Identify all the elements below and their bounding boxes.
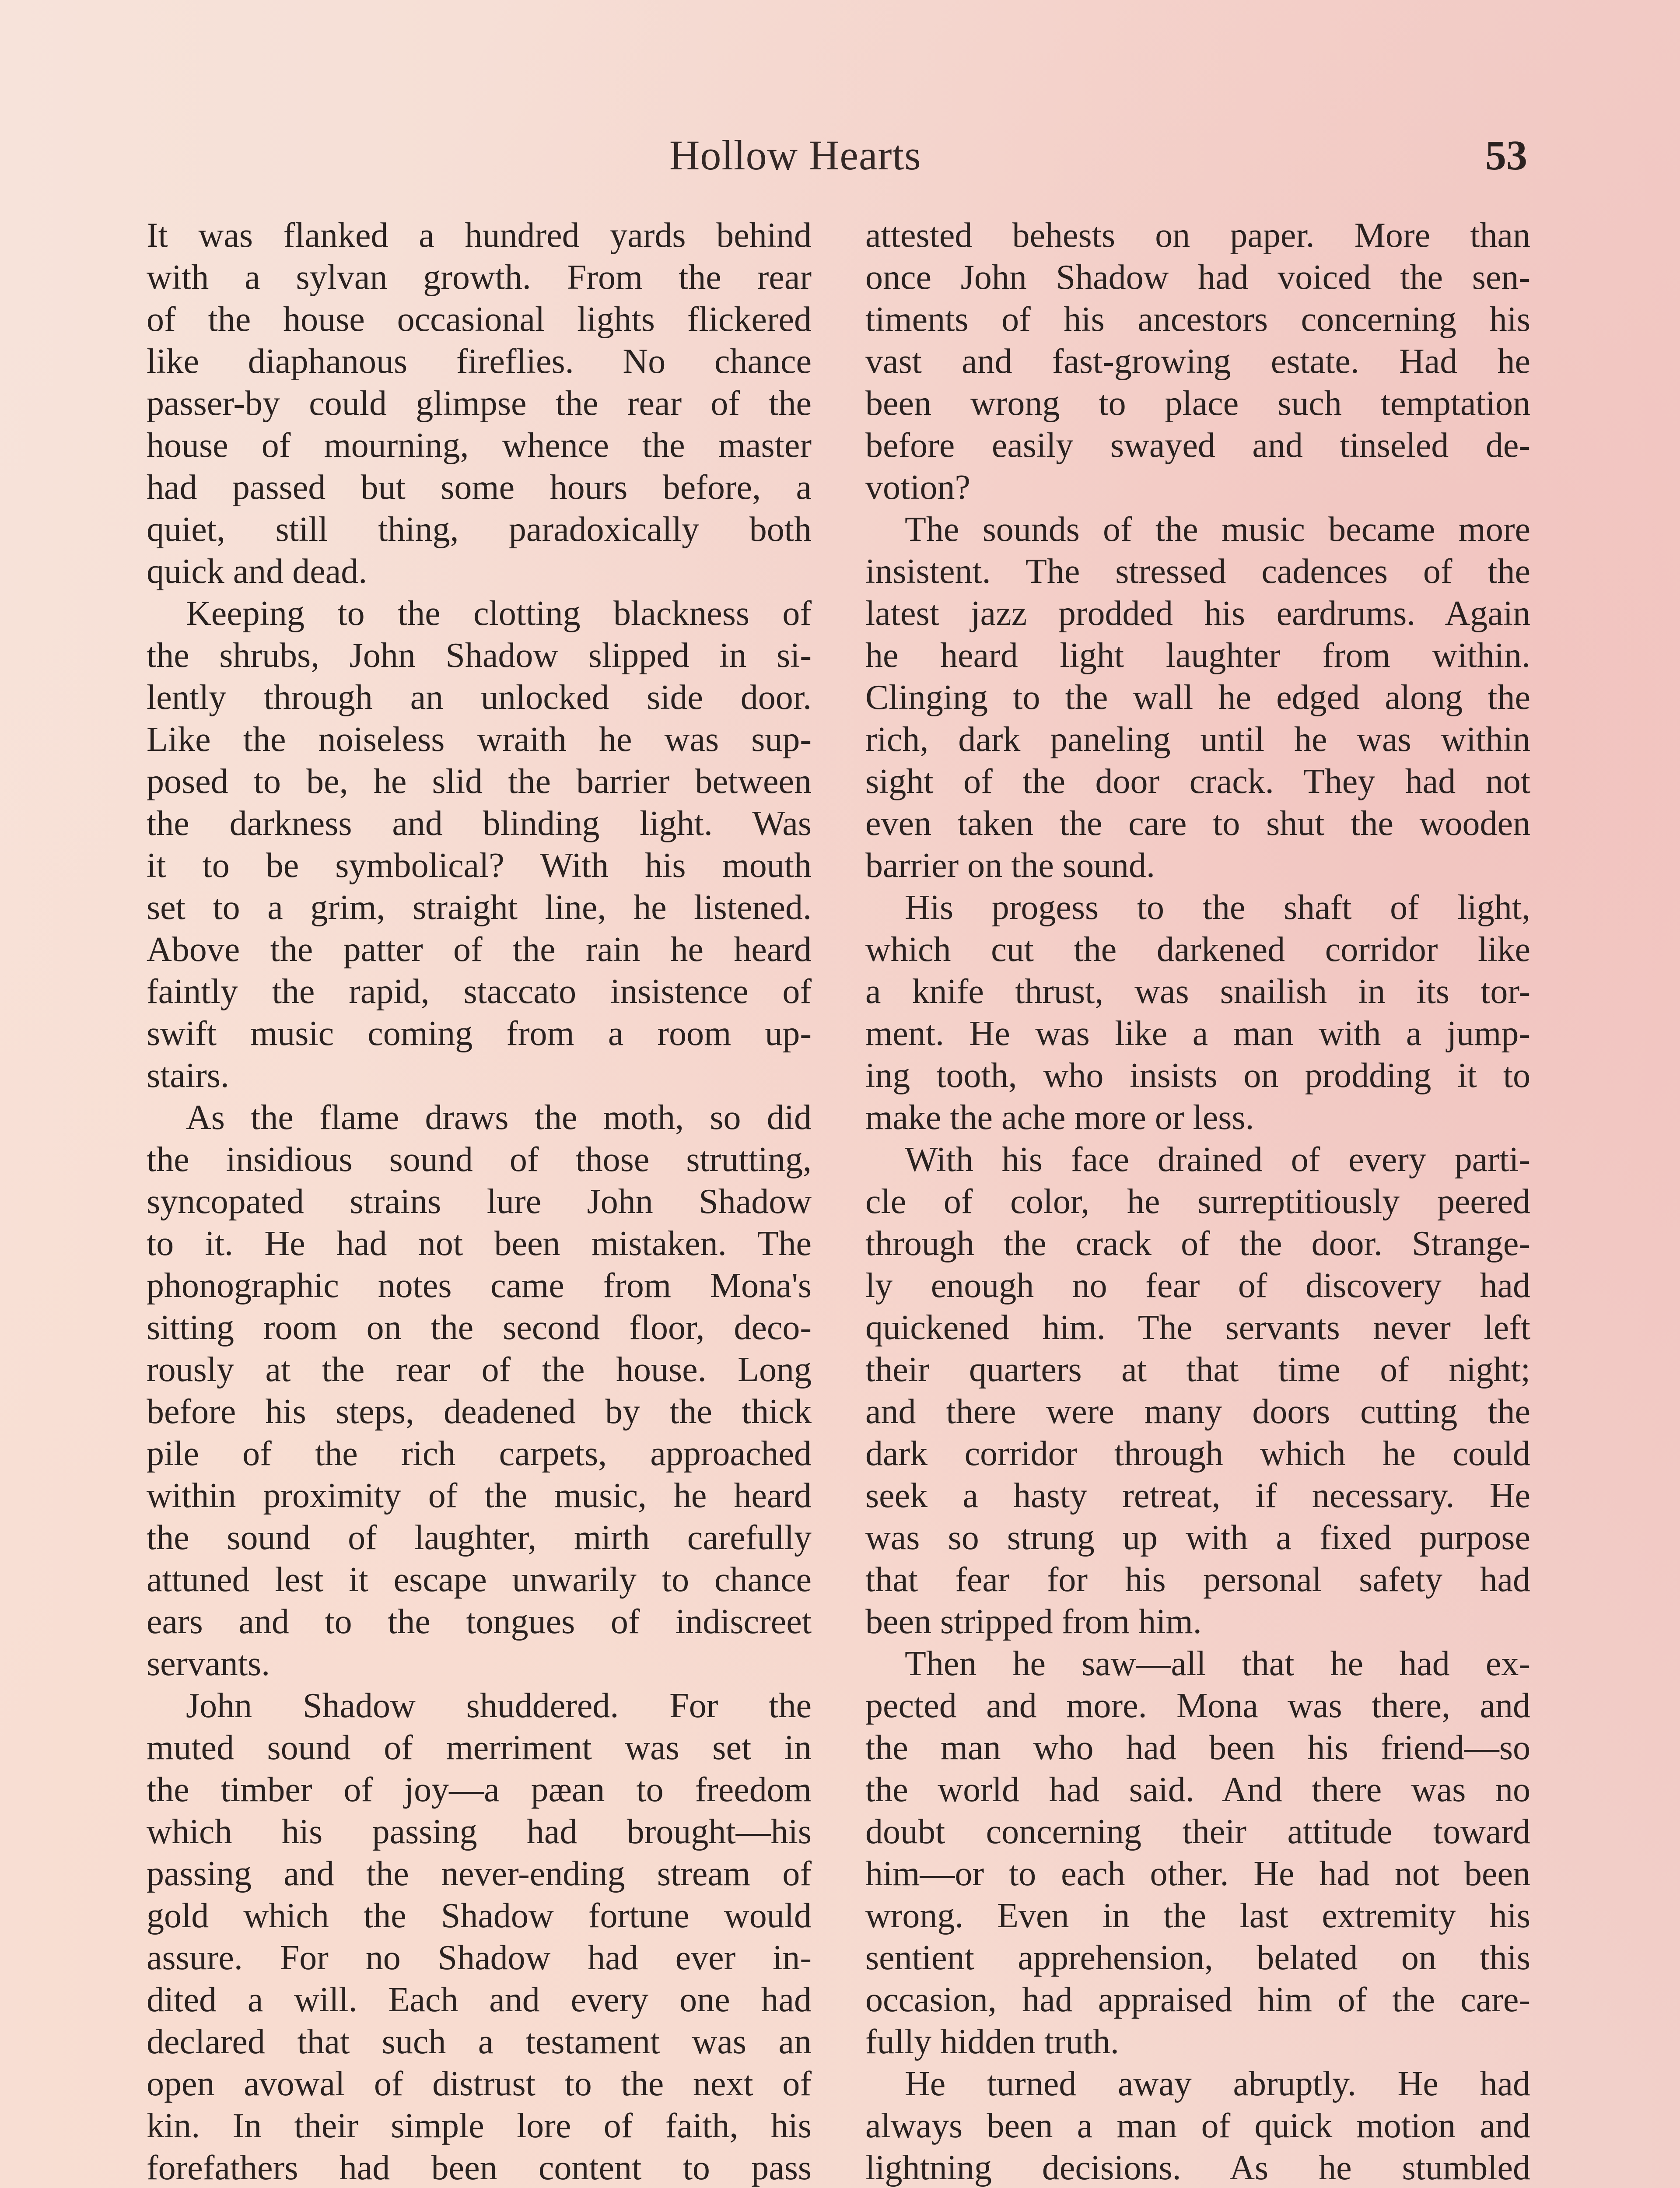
text-line: Above the patter of the rain he heard	[147, 930, 812, 969]
text-line: It was flanked a hundred yards behind	[147, 216, 812, 255]
text-line: ment. He was like a man with a jump-	[865, 1014, 1530, 1053]
text-line: assure. For no Shadow had ever in-	[147, 1939, 812, 1977]
text-line: passing and the never-ending stream of	[147, 1855, 812, 1893]
text-line: With his face drained of every parti-	[905, 1140, 1530, 1179]
text-line: before easily swayed and tinseled de-	[865, 426, 1530, 465]
text-line: occasion, had appraised him of the care-	[865, 1981, 1530, 2019]
text-line: like diaphanous fireflies. No chance	[147, 342, 812, 381]
text-line: seek a hasty retreat, if necessary. He	[865, 1476, 1530, 1515]
text-column-left	[147, 214, 812, 2188]
text-line: latest jazz prodded his eardrums. Again	[865, 594, 1530, 633]
text-line: fully hidden truth.	[865, 2023, 1119, 2061]
text-line: even taken the care to shut the wooden	[865, 804, 1530, 843]
text-line: to it. He had not been mistaken. The	[147, 1224, 812, 1263]
text-line: sight of the door crack. They had not	[865, 762, 1530, 801]
text-line: ing tooth, who insists on prodding it to	[865, 1056, 1530, 1095]
text-line: always been a man of quick motion and	[865, 2107, 1530, 2145]
text-line: dited a will. Each and every one had	[147, 1981, 812, 2019]
text-line: the timber of joy—a pæan to freedom	[147, 1771, 812, 1809]
text-line: which his passing had brought—his	[147, 1813, 812, 1851]
page-number: 53	[1485, 132, 1527, 179]
text-line: had passed but some hours before, a	[147, 468, 812, 507]
text-line: kin. In their simple lore of faith, his	[147, 2107, 812, 2145]
text-line: syncopated strains lure John Shadow	[147, 1182, 812, 1221]
text-line: Like the noiseless wraith he was sup-	[147, 720, 812, 759]
text-line: phonographic notes came from Mona's	[147, 1266, 812, 1305]
text-line: been wrong to place such temptation	[865, 384, 1530, 423]
text-line: He turned away abruptly. He had	[905, 2065, 1530, 2103]
text-line: pile of the rich carpets, approached	[147, 1434, 812, 1473]
text-line: wrong. Even in the last extremity his	[865, 1897, 1530, 1935]
text-line: forefathers had been content to pass	[147, 2149, 812, 2187]
text-line: lightning decisions. As he stumbled	[865, 2149, 1530, 2187]
text-line: gold which the Shadow fortune would	[147, 1897, 812, 1935]
text-line: insistent. The stressed cadences of the	[865, 552, 1530, 591]
text-line: was so strung up with a fixed purpose	[865, 1518, 1530, 1557]
text-line: within proximity of the music, he heard	[147, 1476, 812, 1515]
text-line: vast and fast-growing estate. Had he	[865, 342, 1530, 381]
text-line: Then he saw—all that he had ex-	[905, 1645, 1530, 1683]
text-line: make the ache more or less.	[865, 1098, 1254, 1137]
text-line: stairs.	[147, 1056, 229, 1095]
text-line: votion?	[865, 468, 970, 507]
text-column-right	[865, 214, 1530, 2188]
text-line: barrier on the sound.	[865, 846, 1155, 885]
text-line: the insidious sound of those strutting,	[147, 1140, 812, 1179]
text-line: the shrubs, John Shadow slipped in si-	[147, 636, 812, 675]
text-line: rously at the rear of the house. Long	[147, 1350, 812, 1389]
text-line: the darkness and blinding light. Was	[147, 804, 812, 843]
text-line: ly enough no fear of discovery had	[865, 1266, 1530, 1305]
text-line: dark corridor through which he could	[865, 1434, 1530, 1473]
text-line: servants.	[147, 1645, 270, 1683]
text-line: faintly the rapid, staccato insistence of	[147, 972, 812, 1011]
text-line: he heard light laughter from within.	[865, 636, 1530, 675]
text-line: declared that such a testament was an	[147, 2023, 812, 2061]
text-line: quick and dead.	[147, 552, 368, 591]
text-line: quiet, still thing, paradoxically both	[147, 510, 812, 549]
text-line: ears and to the tongues of indiscreet	[147, 1602, 812, 1641]
text-line: timents of his ancestors concerning his	[865, 300, 1530, 339]
text-line: and there were many doors cutting the	[865, 1392, 1530, 1431]
text-line: open avowal of distrust to the next of	[147, 2065, 812, 2103]
text-line: attuned lest it escape unwarily to chance	[147, 1560, 812, 1599]
text-line: the sound of laughter, mirth carefully	[147, 1518, 812, 1557]
text-line: the world had said. And there was no	[865, 1771, 1530, 1809]
text-line: John Shadow shuddered. For the	[186, 1687, 812, 1725]
text-line: of the house occasional lights flickered	[147, 300, 812, 339]
text-line: with a sylvan growth. From the rear	[147, 258, 812, 297]
text-line: swift music coming from a room up-	[147, 1014, 812, 1053]
text-line: set to a grim, straight line, he listened.	[147, 888, 812, 927]
text-line: through the crack of the door. Strange-	[865, 1224, 1530, 1263]
text-line: it to be symbolical? With his mouth	[147, 846, 812, 885]
text-line: Clinging to the wall he edged along the	[865, 678, 1530, 717]
text-line: doubt concerning their attitude toward	[865, 1813, 1530, 1851]
running-title: Hollow Hearts	[669, 132, 921, 179]
text-line: the man who had been his friend—so	[865, 1729, 1530, 1767]
text-line: quickened him. The servants never left	[865, 1308, 1530, 1347]
text-line: their quarters at that time of night;	[865, 1350, 1530, 1389]
text-line: Keeping to the clotting blackness of	[186, 594, 812, 633]
text-line: cle of color, he surreptitiously peered	[865, 1182, 1530, 1221]
text-line: house of mourning, whence the master	[147, 426, 812, 465]
text-line: a knife thrust, was snailish in its tor-	[865, 972, 1530, 1011]
text-line: pected and more. Mona was there, and	[865, 1687, 1530, 1725]
text-line: him—or to each other. He had not been	[865, 1855, 1530, 1893]
text-line: which cut the darkened corridor like	[865, 930, 1530, 969]
text-line: posed to be, he slid the barrier between	[147, 762, 812, 801]
text-line: As the flame draws the moth, so did	[186, 1098, 812, 1137]
text-line: lently through an unlocked side door.	[147, 678, 812, 717]
text-line: sitting room on the second floor, deco-	[147, 1308, 812, 1347]
text-line: muted sound of merriment was set in	[147, 1729, 812, 1767]
text-line: attested behests on paper. More than	[865, 216, 1530, 255]
text-line: once John Shadow had voiced the sen-	[865, 258, 1530, 297]
text-line: that fear for his personal safety had	[865, 1560, 1530, 1599]
text-line: before his steps, deadened by the thick	[147, 1392, 812, 1431]
text-line: His progess to the shaft of light,	[905, 888, 1530, 927]
text-line: sentient apprehension, belated on this	[865, 1939, 1530, 1977]
text-line: passer-by could glimpse the rear of the	[147, 384, 812, 423]
text-line: The sounds of the music became more	[905, 510, 1530, 549]
text-line: been stripped from him.	[865, 1602, 1202, 1641]
text-line: rich, dark paneling until he was within	[865, 720, 1530, 759]
